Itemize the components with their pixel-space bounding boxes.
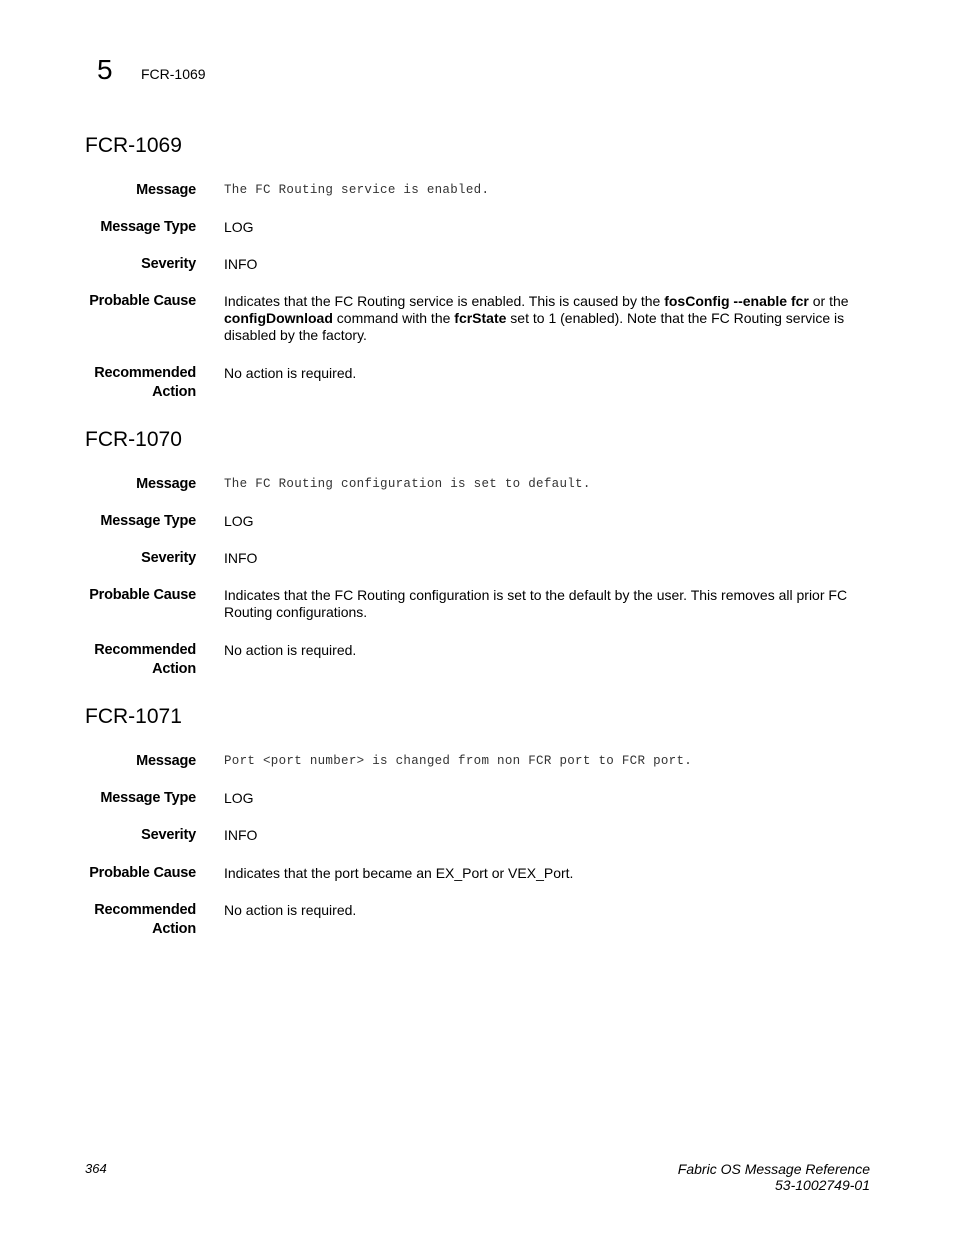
probable-cause-label: Probable Cause	[89, 865, 196, 881]
section-title: FCR-1071	[85, 705, 182, 728]
message-label: Message	[136, 753, 196, 769]
severity-value: INFO	[224, 827, 258, 843]
severity-label: Severity	[141, 827, 196, 843]
action-label: Action	[152, 661, 196, 677]
message-type-value: LOG	[224, 219, 254, 235]
message-label: Message	[136, 476, 196, 492]
probable-cause-label: Probable Cause	[89, 587, 196, 603]
message-type-label: Message Type	[100, 790, 196, 806]
recommended-action-value: No action is required.	[224, 365, 357, 381]
recommended-label: Recommended	[94, 642, 196, 658]
message-type-value: LOG	[224, 790, 254, 806]
doc-number: 53-1002749-01	[775, 1177, 870, 1193]
severity-value: INFO	[224, 550, 258, 566]
running-title: FCR-1069	[141, 66, 206, 82]
severity-label: Severity	[141, 550, 196, 566]
page-number: 364	[85, 1161, 107, 1176]
severity-value: INFO	[224, 256, 258, 272]
recommended-label: Recommended	[94, 902, 196, 918]
param-fcrstate: fcrState	[454, 310, 507, 326]
recommended-action-value: No action is required.	[224, 642, 357, 658]
probable-cause-value: Indicates that the port became an EX_Port or VEX_Port.	[224, 865, 574, 881]
section-title: FCR-1070	[85, 428, 182, 451]
probable-cause-value	[224, 293, 856, 344]
message-value: The FC Routing service is enabled.	[224, 183, 490, 197]
cause-text: set to 1 (enabled). Note that the FC Routing service is disabled by the factory.	[224, 310, 845, 343]
message-value: The FC Routing configuration is set to default.	[224, 477, 591, 491]
message-type-label: Message Type	[100, 513, 196, 529]
action-label: Action	[152, 384, 196, 400]
probable-cause-value: Indicates that the FC Routing configuration is set to the default by the user. This removes all prior FC Routing configurations.	[224, 587, 848, 620]
message-type-value: LOG	[224, 513, 254, 529]
cause-text: or the	[808, 293, 849, 309]
recommended-label: Recommended	[94, 365, 196, 381]
doc-title: Fabric OS Message Reference	[677, 1161, 870, 1177]
message-type-label: Message Type	[100, 219, 196, 235]
probable-cause-label: Probable Cause	[89, 293, 196, 309]
section-title: FCR-1069	[85, 134, 182, 157]
action-label: Action	[152, 921, 196, 937]
command-configdownload: configDownload	[224, 310, 333, 326]
message-value: Port <port number> is changed from non FCR port to FCR port.	[224, 754, 693, 768]
chapter-number: 5	[97, 54, 113, 85]
severity-label: Severity	[141, 256, 196, 272]
cause-text: Indicates that the FC Routing service is enabled. This is caused by the	[224, 293, 665, 309]
footer-doc-info	[678, 1161, 870, 1193]
message-label: Message	[136, 182, 196, 198]
recommended-action-value: No action is required.	[224, 902, 357, 918]
cause-text: command with the	[332, 310, 455, 326]
command-fosconfig: fosConfig --enable fcr	[664, 293, 809, 309]
